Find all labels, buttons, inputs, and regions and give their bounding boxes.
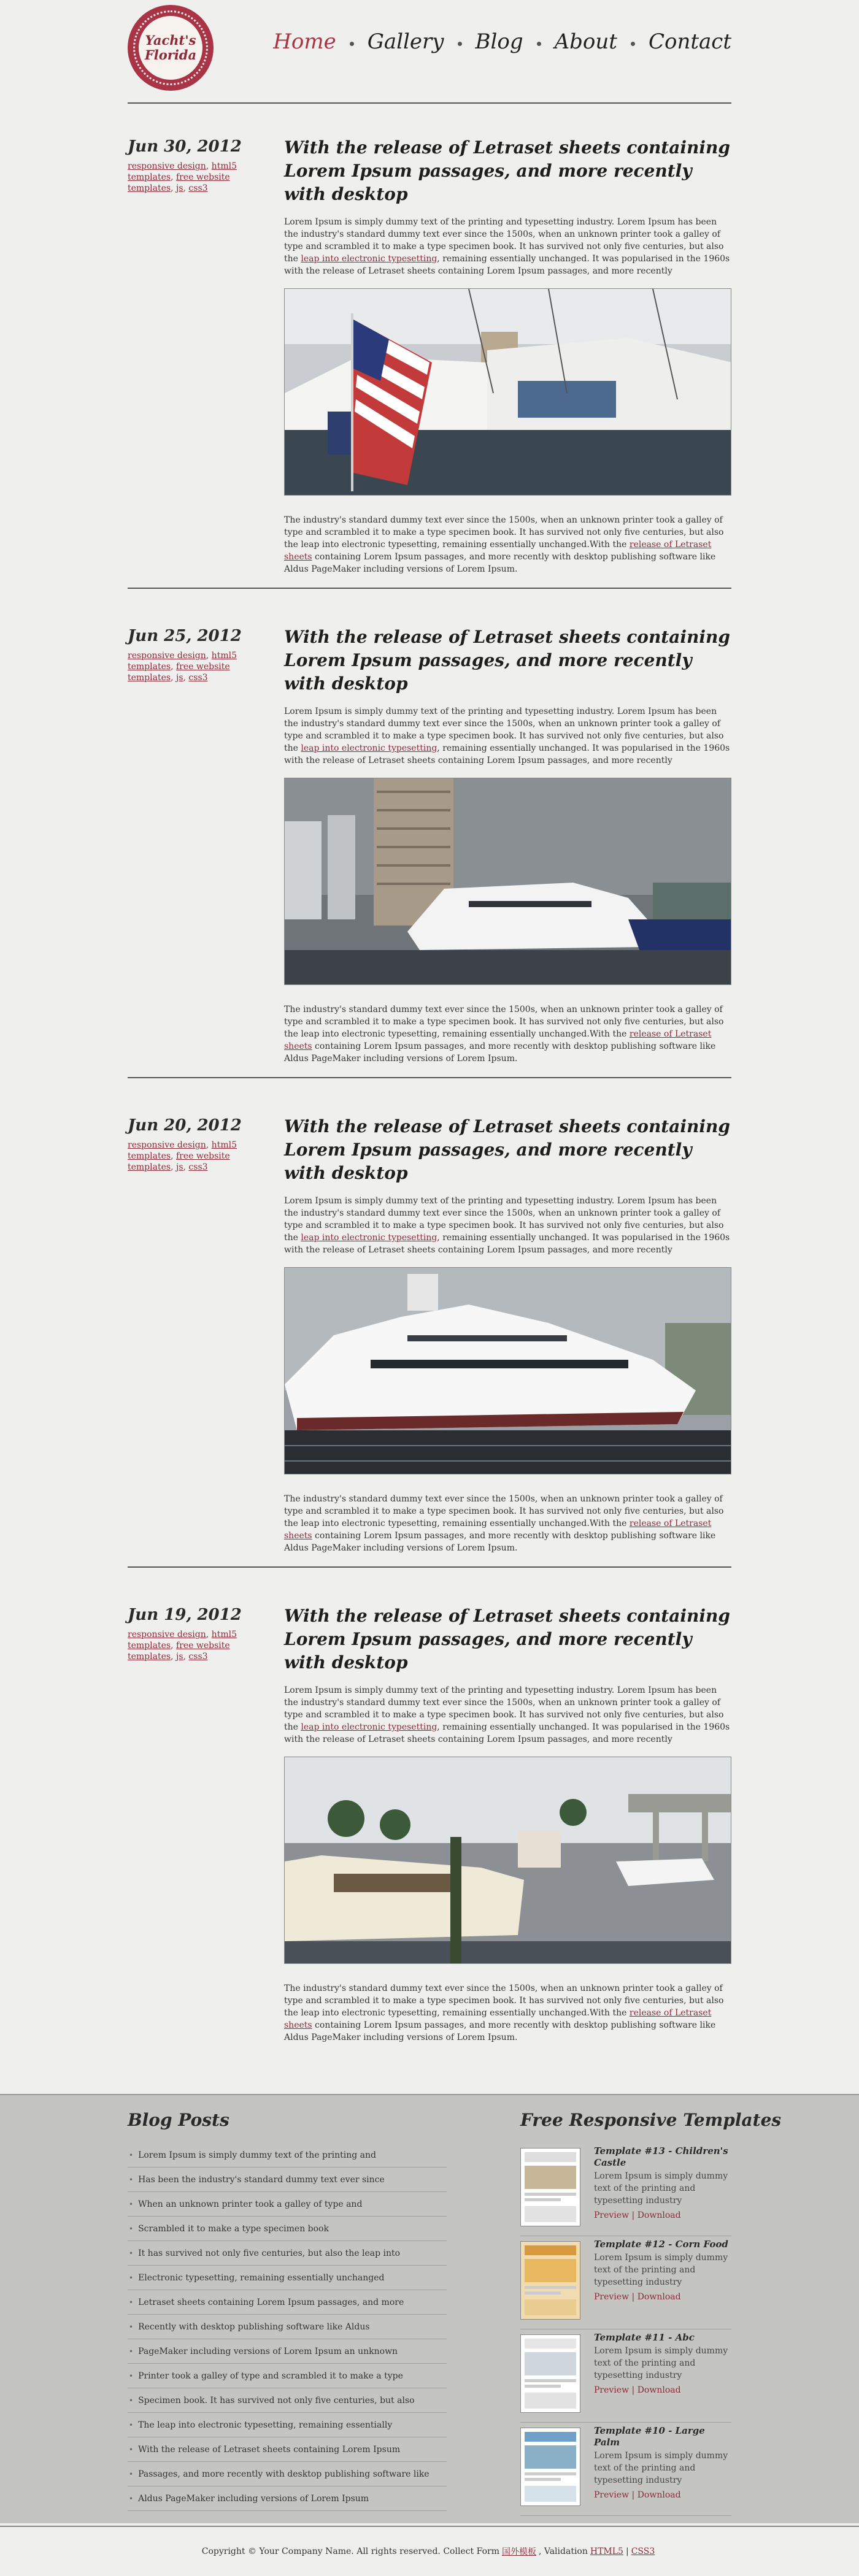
tag-link[interactable]: css3 — [188, 183, 208, 193]
blog-post — [128, 1083, 731, 1574]
post-image-white-yacht[interactable] — [284, 1267, 731, 1474]
post-date: Jun 25, 2012 — [128, 627, 242, 645]
post-title[interactable]: With the release of Letraset sheets containing Lorem Ipsum passages, and more recently with desktop — [284, 1116, 730, 1183]
nav-separator-dot — [631, 42, 635, 46]
main-nav — [273, 29, 731, 54]
tag-link[interactable]: html5 — [211, 1140, 237, 1150]
bullet-icon: • — [129, 2224, 134, 2233]
list-item[interactable]: • Lorem Ipsum is simply dummy text of the printing and — [128, 2143, 447, 2168]
list-item[interactable]: • Letraset sheets containing Lorem Ipsum passages, and more — [128, 2290, 447, 2315]
tag-link[interactable]: css3 — [188, 1652, 208, 1662]
list-item[interactable]: • Electronic typesetting, remaining essentially unchanged — [128, 2266, 447, 2290]
tag-link[interactable]: js — [175, 183, 183, 193]
bullet-icon: • — [129, 2469, 134, 2478]
post-image-yacht-towers[interactable] — [284, 778, 731, 985]
separator: | — [625, 2547, 629, 2556]
tag-link[interactable]: templates — [128, 673, 171, 683]
bullet-icon: • — [129, 2248, 134, 2258]
post-summary: The industry's standard dummy text ever since the 1500s, when an unknown printer took a galley of type and scrambled it to make a type specimen book. It has survived not only five centuries, but also the leap into electronic typesetting, remaining essentially unchanged.With the release of Letraset sheets containing Lorem Ipsum passages, and more recently with desktop publishing software like Aldus PageMaker including versions of Lorem Ipsum. — [284, 1494, 724, 1553]
collect-link[interactable]: 国外模板 — [501, 2547, 536, 2557]
template-desc: Lorem Ipsum is simply dummy text of the printing and typesetting industry — [594, 2253, 728, 2287]
bullet-icon: • — [129, 2445, 134, 2454]
tag-link[interactable]: templates — [128, 183, 171, 193]
template-item: Template #11 - Abc Lorem Ipsum is simply dummy text of the printing and typesetting industry Preview | Download — [520, 2329, 731, 2423]
template-item: Template #13 - Children's Castle Lorem Ipsum is simply dummy text of the printing and typesetting industry Preview | Download — [520, 2143, 731, 2236]
preview-link[interactable]: Preview — [594, 2490, 630, 2500]
tag-link[interactable]: free website — [175, 172, 230, 182]
css3-link[interactable]: CSS3 — [631, 2547, 655, 2556]
tag-link[interactable]: templates — [128, 1162, 171, 1172]
post-divider — [128, 1566, 731, 1568]
template-item: Template #12 - Corn Food Lorem Ipsum is simply dummy text of the printing and typesetting industry Preview | Download — [520, 2236, 731, 2329]
tag-link[interactable]: free website — [175, 1641, 230, 1650]
post-summary: The industry's standard dummy text ever since the 1500s, when an unknown printer took a galley of type and scrambled it to make a type specimen book. It has survived not only five centuries, but also the leap into electronic typesetting, remaining essentially unchanged.With the release of Letraset sheets containing Lorem Ipsum passages, and more recently with desktop publishing software like Aldus PageMaker including versions of Lorem Ipsum. — [284, 1005, 724, 1064]
blog-post — [128, 104, 731, 595]
bullet-icon: • — [129, 2273, 134, 2282]
template-desc: Lorem Ipsum is simply dummy text of the printing and typesetting industry — [594, 2171, 728, 2206]
bullet-icon: • — [129, 2150, 134, 2160]
templates-heading: Free Responsive Templates — [520, 2110, 782, 2130]
bullet-icon: • — [129, 2347, 134, 2356]
post-intro: Lorem Ipsum is simply dummy text of the printing and typesetting industry. Lorem Ipsum has been the industry's standard dummy text ever since the 1500s, when an unknown printer took a galley of type and scrambled it to make a type specimen book. It has survived not only five centuries, but also the leap into electronic typesetting, remaining essentially unchanged. It was popularised in the 1960s with the release of Letraset sheets containing Lorem Ipsum passages, and more recently — [284, 707, 730, 765]
post-tags: responsive design, html5 templates, free website templates, js, css3 — [128, 1630, 237, 1662]
inline-link[interactable]: leap into electronic typesetting — [301, 743, 437, 753]
bullet-icon: • — [129, 2322, 134, 2331]
post-body — [284, 1604, 731, 2044]
list-item[interactable]: • When an unknown printer took a galley of type and — [128, 2192, 447, 2217]
tag-link[interactable]: html5 — [211, 161, 237, 171]
blog-post — [128, 1573, 731, 2063]
validation-label: , Validation — [538, 2547, 588, 2556]
post-divider — [128, 1077, 731, 1078]
list-item[interactable]: • Recently with desktop publishing software like Aldus — [128, 2315, 447, 2339]
tag-link[interactable]: css3 — [188, 1162, 208, 1172]
post-title[interactable]: With the release of Letraset sheets containing Lorem Ipsum passages, and more recently with desktop — [284, 1606, 730, 1673]
post-date: Jun 30, 2012 — [128, 137, 242, 156]
copyright-text: Copyright © Your Company Name. All rights reserved. Collect Form — [201, 2547, 499, 2556]
tag-link[interactable]: templates — [128, 172, 171, 182]
inline-link[interactable]: release of Letraset sheets — [284, 2008, 712, 2030]
html5-link[interactable]: HTML5 — [590, 2547, 623, 2556]
template-thumbnail[interactable] — [520, 2334, 580, 2413]
nav-gallery[interactable]: Gallery — [367, 29, 444, 54]
tag-link[interactable]: css3 — [188, 673, 208, 683]
post-summary: The industry's standard dummy text ever since the 1500s, when an unknown printer took a galley of type and scrambled it to make a type specimen book. It has survived not only five centuries, but also the leap into electronic typesetting, remaining essentially unchanged.With the release of Letraset sheets containing Lorem Ipsum passages, and more recently with desktop publishing software like Aldus PageMaker including versions of Lorem Ipsum. — [284, 1984, 724, 2042]
logo-text — [139, 16, 202, 80]
post-summary: The industry's standard dummy text ever since the 1500s, when an unknown printer took a galley of type and scrambled it to make a type specimen book. It has survived not only five centuries, but also the leap into electronic typesetting, remaining essentially unchanged.With the release of Letraset sheets containing Lorem Ipsum passages, and more recently with desktop publishing software like Aldus PageMaker including versions of Lorem Ipsum. — [284, 515, 724, 574]
bullet-icon: • — [129, 2494, 134, 2503]
tag-link[interactable]: responsive design — [128, 651, 206, 661]
inline-link[interactable]: leap into electronic typesetting — [301, 254, 437, 264]
list-item[interactable]: • Scrambled it to make a type specimen book — [128, 2217, 447, 2241]
tag-link[interactable]: responsive design — [128, 1140, 206, 1150]
template-name: Template #10 - Large Palm — [594, 2425, 705, 2448]
templates-list — [520, 2143, 731, 2516]
tag-link[interactable]: free website — [175, 1151, 230, 1161]
post-title[interactable]: With the release of Letraset sheets containing Lorem Ipsum passages, and more recently with desktop — [284, 627, 730, 694]
bullet-icon: • — [129, 2420, 134, 2429]
post-body — [284, 626, 731, 1065]
blog-posts-list — [128, 2143, 447, 2511]
site-logo[interactable] — [128, 5, 214, 91]
list-item[interactable]: • Passages, and more recently with desktop publishing software like — [128, 2462, 447, 2486]
nav-separator-dot — [350, 42, 354, 46]
tag-link[interactable]: responsive design — [128, 161, 206, 171]
tag-link[interactable]: templates — [128, 1652, 171, 1662]
download-link[interactable]: Download — [637, 2490, 681, 2500]
list-item[interactable]: • Specimen book. It has survived not only five centuries, but also — [128, 2388, 447, 2413]
list-item[interactable]: • It has survived not only five centuries, but also the leap into — [128, 2241, 447, 2266]
post-intro: Lorem Ipsum is simply dummy text of the printing and typesetting industry. Lorem Ipsum has been the industry's standard dummy text ever since the 1500s, when an unknown printer took a galley of type and scrambled it to make a type specimen book. It has survived not only five centuries, but also the leap into electronic typesetting, remaining essentially unchanged. It was popularised in the 1960s with the release of Letraset sheets containing Lorem Ipsum passages, and more recently — [284, 217, 730, 276]
template-item: Template #10 - Large Palm Lorem Ipsum is simply dummy text of the printing and typesetting industry Preview | Download — [520, 2423, 731, 2516]
bullet-icon: • — [129, 2199, 134, 2209]
inline-link[interactable]: release of Letraset sheets — [284, 1519, 712, 1541]
list-item[interactable]: • PageMaker including versions of Lorem Ipsum an unknown — [128, 2339, 447, 2364]
post-intro: Lorem Ipsum is simply dummy text of the printing and typesetting industry. Lorem Ipsum has been the industry's standard dummy text ever since the 1500s, when an unknown printer took a galley of type and scrambled it to make a type specimen book. It has survived not only five centuries, but also the leap into electronic typesetting, remaining essentially unchanged. It was popularised in the 1960s with the release of Letraset sheets containing Lorem Ipsum passages, and more recently — [284, 1196, 730, 1255]
blog-post — [128, 594, 731, 1084]
inline-link[interactable]: release of Letraset sheets — [284, 540, 712, 562]
bullet-icon: • — [129, 2298, 134, 2307]
post-image-marina-dock[interactable] — [284, 1757, 731, 1964]
inline-link[interactable]: leap into electronic typesetting — [301, 1722, 437, 1732]
post-title[interactable]: With the release of Letraset sheets containing Lorem Ipsum passages, and more recently with desktop — [284, 137, 730, 204]
template-thumbnail[interactable] — [520, 2148, 580, 2226]
nav-separator-dot — [537, 42, 541, 46]
nav-about[interactable]: About — [554, 29, 617, 54]
tag-link[interactable]: templates — [128, 1151, 171, 1161]
nav-home[interactable]: Home — [273, 29, 336, 54]
tag-link[interactable]: js — [175, 673, 183, 683]
template-desc: Lorem Ipsum is simply dummy text of the printing and typesetting industry — [594, 2451, 728, 2485]
post-divider — [128, 588, 731, 589]
list-item[interactable]: • Printer took a galley of type and scrambled it to make a type — [128, 2364, 447, 2388]
bullet-icon: • — [129, 2175, 134, 2184]
inline-link[interactable]: leap into electronic typesetting — [301, 1233, 437, 1243]
preview-link[interactable]: Preview — [594, 2385, 630, 2395]
tag-link[interactable]: html5 — [211, 651, 237, 661]
template-thumbnail[interactable] — [520, 2428, 580, 2506]
tag-link[interactable]: js — [175, 1652, 183, 1662]
post-intro: Lorem Ipsum is simply dummy text of the printing and typesetting industry. Lorem Ipsum has been the industry's standard dummy text ever since the 1500s, when an unknown printer took a galley of type and scrambled it to make a type specimen book. It has survived not only five centuries, but also the leap into electronic typesetting, remaining essentially unchanged. It was popularised in the 1960s with the release of Letraset sheets containing Lorem Ipsum passages, and more recently — [284, 1685, 730, 1744]
copyright-bar — [0, 2526, 859, 2576]
bullet-icon: • — [129, 2396, 134, 2405]
post-tags: responsive design, html5 templates, free website templates, js, css3 — [128, 651, 237, 683]
list-item[interactable]: • Has been the industry's standard dummy text ever since — [128, 2168, 447, 2192]
header-divider — [128, 102, 731, 104]
tag-link[interactable]: free website — [175, 662, 230, 672]
post-body — [284, 136, 731, 575]
template-name: Template #11 - Abc — [594, 2332, 695, 2343]
download-link[interactable]: Download — [637, 2210, 681, 2220]
tag-link[interactable]: templates — [128, 1641, 171, 1650]
tag-link[interactable]: templates — [128, 662, 171, 672]
post-tags: responsive design, html5 templates, free website templates, js, css3 — [128, 1140, 237, 1172]
logo-line-1: Yacht's — [145, 33, 196, 48]
post-body — [284, 1115, 731, 1554]
tag-link[interactable]: html5 — [211, 1630, 237, 1639]
post-date: Jun 20, 2012 — [128, 1116, 242, 1135]
download-link[interactable]: Download — [637, 2292, 681, 2302]
bullet-icon: • — [129, 2371, 134, 2380]
inline-link[interactable]: release of Letraset sheets — [284, 1029, 712, 1051]
list-item[interactable]: • Aldus PageMaker including versions of Lorem Ipsum — [128, 2486, 447, 2511]
logo-line-2: Florida — [144, 47, 197, 63]
post-tags: responsive design, html5 templates, free website templates, js, css3 — [128, 161, 237, 193]
tag-link[interactable]: js — [175, 1162, 183, 1172]
preview-link[interactable]: Preview — [594, 2210, 630, 2220]
download-link[interactable]: Download — [637, 2385, 681, 2395]
nav-blog[interactable]: Blog — [475, 29, 523, 54]
template-thumbnail[interactable] — [520, 2241, 580, 2320]
tag-link[interactable]: responsive design — [128, 1630, 206, 1639]
preview-link[interactable]: Preview — [594, 2292, 630, 2302]
nav-contact[interactable]: Contact — [648, 29, 731, 54]
list-item[interactable]: • The leap into electronic typesetting, remaining essentially — [128, 2413, 447, 2437]
footer — [0, 2094, 859, 2523]
post-date: Jun 19, 2012 — [128, 1606, 242, 1624]
template-name: Template #12 - Corn Food — [594, 2239, 728, 2250]
template-desc: Lorem Ipsum is simply dummy text of the printing and typesetting industry — [594, 2346, 728, 2380]
template-name: Template #13 - Children's Castle — [594, 2145, 728, 2168]
nav-separator-dot — [458, 42, 462, 46]
blog-posts-heading: Blog Posts — [128, 2110, 229, 2130]
post-image-yacht-flag[interactable] — [284, 288, 731, 496]
list-item[interactable]: • With the release of Letraset sheets containing Lorem Ipsum — [128, 2437, 447, 2462]
